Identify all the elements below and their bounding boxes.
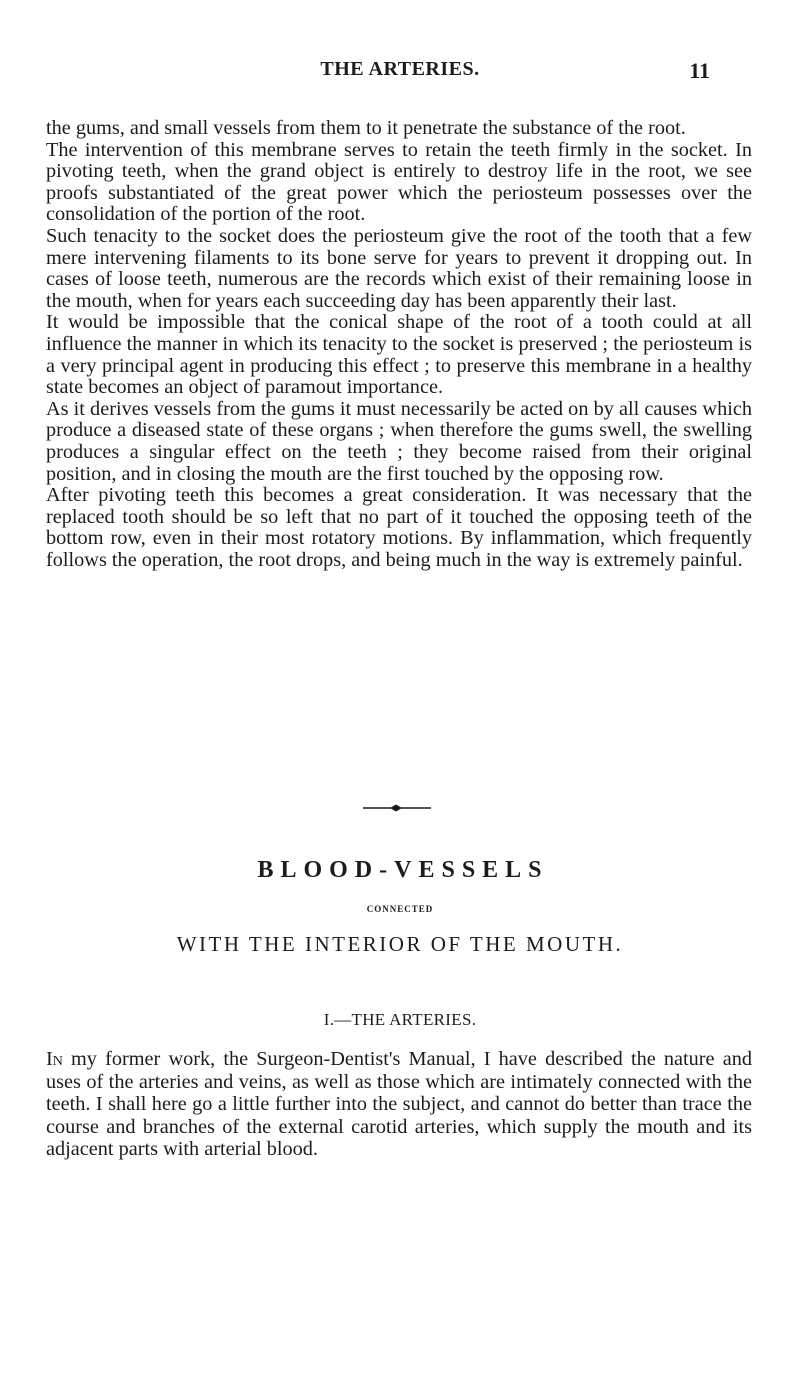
paragraph: The intervention of this membrane serves to retain the teeth firmly in the socket. In pivoting teeth, when the grand object is entirely to destroy life in the root, we see proofs substantiated of the great power which the periosteum possesses over the consolidation of the portion of the root. xyxy=(46,138,752,226)
opening-word: In xyxy=(46,1048,63,1070)
opening-paragraph: my former work, the Surgeon-Dentist's Manual, I have described the nature and uses of the arteries and veins, as well as those which are intimately connected with the teeth. I shall here go a little further into the subject, and cannot do better than trace the course and branches of the external carotid arteries, which supply the mouth and its adjacent parts with arterial blood. xyxy=(46,1048,752,1160)
paragraph: After pivoting teeth this becomes a great consideration. It was necessary that the replaced tooth should be so left that no part of it touched the opposing teeth of the bottom row, even in their most rotatory motions. By inflammation, which frequently follows the operation, the root drops, and being much in the way is extremely painful. xyxy=(46,484,752,571)
page-number: 11 xyxy=(689,58,710,83)
section-subtitle: WITH THE INTERIOR OF THE MOUTH. xyxy=(176,932,624,956)
subheading: I.—THE ARTERIES. xyxy=(323,1010,477,1029)
section-connector: CONNECTED xyxy=(366,904,434,914)
paragraph xyxy=(46,1048,752,1161)
section-opening-text xyxy=(46,1048,752,1161)
section-title: BLOOD-VESSELS xyxy=(257,857,549,883)
paragraph: the gums, and small vessels from them to it penetrate the substance of the root. xyxy=(46,117,686,139)
running-head: THE ARTERIES. xyxy=(320,58,480,80)
body-text xyxy=(46,118,752,571)
paragraph: It would be impossible that the conical shape of the root of a tooth could at all influence the manner in which its tenacity to the socket is preserved ; the periosteum is a very principal agent in producing this effect ; to preserve this membrane in a healthy state becomes an object of paramout importance. xyxy=(46,311,752,399)
section-separator-ornament xyxy=(363,803,431,813)
paragraph: As it derives vessels from the gums it must necessarily be acted on by all causes which produce a diseased state of these organs ; when therefore the gums swell, the swelling produces a singular effect on the teeth ; they become raised from their original position, and in closing the mouth are the first touched by the opposing row. xyxy=(46,397,752,485)
paragraph: Such tenacity to the socket does the periosteum give the root of the tooth that a few mere intervening filaments to its bone serve for years to prevent it dropping out. In cases of loose teeth, numerous are the records which exist of their remaining loose in the mouth, when for years each succeeding day has been apparently their last. xyxy=(46,224,752,312)
